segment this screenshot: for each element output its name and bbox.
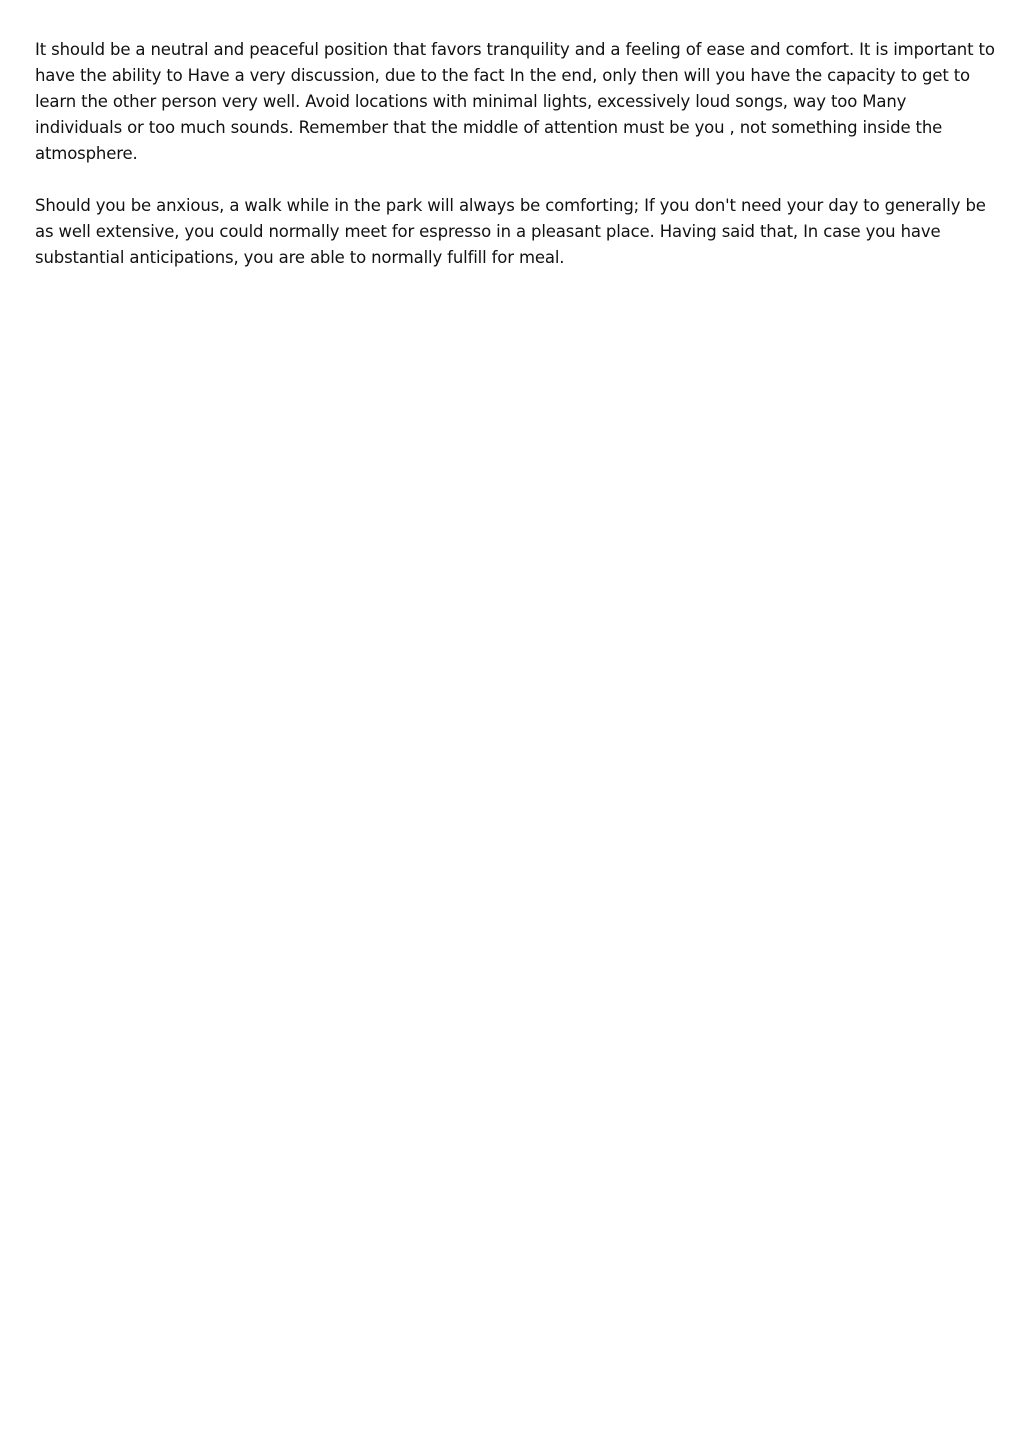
paragraph-2: Should you be anxious, a walk while in the park will always be comforting; If you don't need your day to generally be as well extensive, you could normally meet for espresso in a pleasant place. Having said that, In case you have substantial anticipations, you are able to normally fulfill for meal.: [35, 196, 986, 267]
paragraph-1: It should be a neutral and peaceful position that favors tranquility and a feeling of ease and comfort. It is important to have the ability to Have a very discussion, due to the fact In the end, only then will you have the capacity to get to learn the other person very well. Avoid locations with minimal lights, excessively loud songs, way too Many individuals or too much sounds. Remember that the middle of attention must be you , not something inside the atmosphere.: [35, 40, 995, 163]
document-body: [35, 37, 995, 297]
